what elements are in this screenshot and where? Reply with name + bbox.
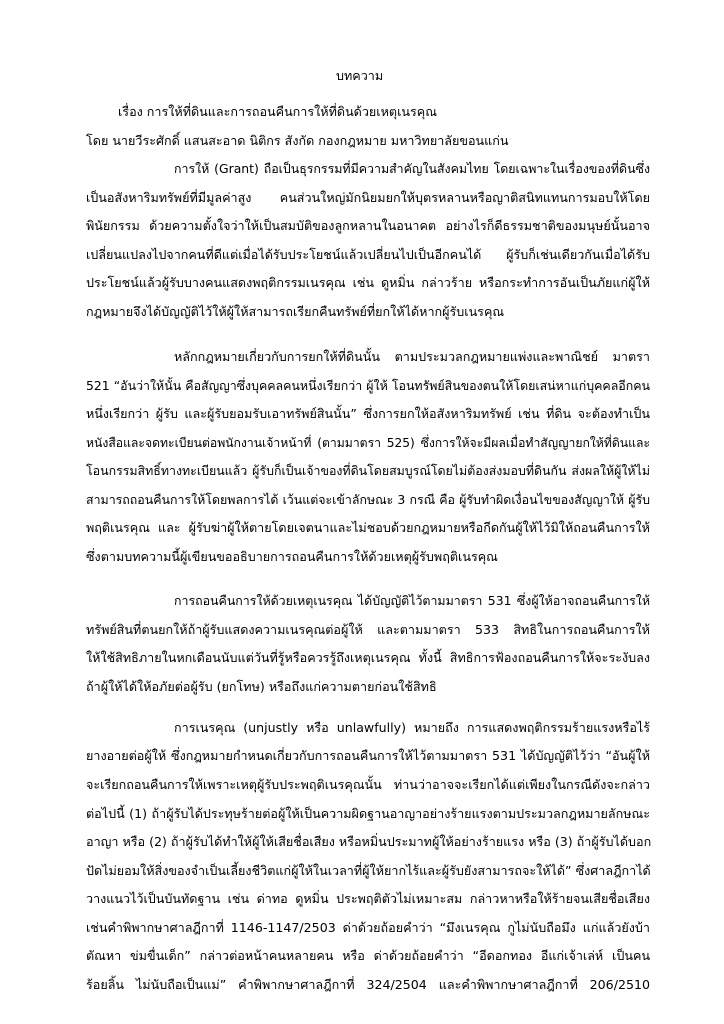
paragraph-line: ตัณหา ข่มขื่นเด็ก” กล่าวต่อหน้าคนหลายคน หรือ ด่าด้วยถ้อยคำว่า “อีดอกทอง อีแก่เจ้าเล่ห์ เป็นคน — [86, 948, 650, 963]
paragraph-line: เป็นอสังหาริมทรัพย์ที่มีมูลค่าสูง คนส่วนใหญ่มักนิยมยกให้บุตรหลานหรือญาติสนิทแทนการมอบให้โดย — [86, 190, 650, 205]
paragraph-line: กฎหมายจึงได้บัญญัติไว้ให้ผู้ให้สามารถเรียกคืนทรัพย์ที่ยกให้ได้หากผู้รับเนรคุณ — [86, 304, 505, 319]
paragraph-line: วางแนวไว้เป็นบันทัดฐาน เช่น ด่าทอ ดูหมิ่น ประพฤติตัวไม่เหมาะสม กล่าวหาหรือให้ร้ายจนเสียชื่อเสียง — [86, 891, 650, 906]
paragraph-line: สามารถถอนคืนการให้โดยพลการได้ เว้นแต่จะเข้าลักษณะ 3 กรณี คือ ผู้รับทำผิดเงื่อนไขของสัญญาให้ ผู้รับ — [86, 492, 650, 507]
paragraph-line: 521 “อันว่าให้นั้น คือสัญญาซึ่งบุคคลคนหนึ่งเรียกว่า ผู้ให้ โอนทรัพย์สินของตนให้โดยเสน่หาแก่บุคคลอีกคน — [86, 378, 650, 393]
paragraph-line: เปลี่ยนแปลงไปจากคนที่ดีแต่เมื่อได้รับประโยชน์แล้วเปลี่ยนไปเป็นอีกคนได้ ผู้รับก็เช่นเดียวกันเมื่อได้รับ — [86, 247, 650, 262]
paragraph-line: ให้ใช้สิทธิภายในหกเดือนนับแต่วันที่รู้หรือควรรู้ถึงเหตุเนรคุณ ทั้งนี้ สิทธิการฟ้องถอนคืนการให้จะระงับลง — [86, 650, 650, 665]
paragraph-line: จะเรียกถอนคืนการให้เพราะเหตุผู้รับประพฤติเนรคุณนั้น ท่านว่าอาจจะเรียกได้แต่เพียงในกรณีดังจะกล่าว — [86, 777, 650, 792]
paragraph-line: หลักกฎหมายเกี่ยวกับการยกให้ที่ดินนั้น ตามประมวลกฎหมายแพ่งและพาณิชย์ มาตรา — [174, 349, 650, 364]
paragraph-line: ถ้าผู้ให้ได้ให้อภัยต่อผู้รับ (ยกโทษ) หรือถึงแก่ความตายก่อนใช้สิทธิ — [86, 679, 437, 694]
paragraph-line: ปัดไม่ยอมให้สิ่งของจำเป็นเลี้ยงชีวิตแก่ผู้ให้ในเวลาที่ผู้ให้ยากไร้และผู้รับยังสามารถจะให้ได้” ซึ่งศาลฎีกาได้ — [86, 863, 651, 878]
author-byline: โดย นายวีระศักดิ์ แสนสะอาด นิติกร สังกัด กองกฎหมาย มหาวิทยาลัยขอนแก่น — [86, 133, 509, 148]
paragraph-line: การถอนคืนการให้ด้วยเหตุเนรคุณ ได้บัญญัติไว้ตามมาตรา 531 ซึ่งผู้ให้อาจถอนคืนการให้ — [174, 593, 650, 608]
paragraph-line: หนึ่งเรียกว่า ผู้รับ และผู้รับยอมรับเอาทรัพย์สินนั้น” ซึ่งการยกให้อสังหาริมทรัพย์ เช่น ที่ดิน จะต้องทำเป็น — [86, 406, 650, 421]
paragraph-line: ต่อไปนี้ (1) ถ้าผู้รับได้ประทุษร้ายต่อผู้ให้เป็นความผิดฐานอาญาอย่างร้ายแรงตามประมวลกฎหมายลักษณะ — [86, 806, 650, 821]
article-subject: เรื่อง การให้ที่ดินและการถอนคืนการให้ที่ดินด้วยเหตุเนรคุณ — [118, 104, 437, 119]
paragraph-line: การให้ (Grant) ถือเป็นธุรกรรมที่มีความสำคัญในสังคมไทย โดยเฉพาะในเรื่องของที่ดินซึ่ง — [174, 161, 650, 176]
paragraph-line: เช่นคำพิพากษาศาลฎีกาที่ 1146-1147/2503 ด่าด้วยถ้อยคำว่า “มึงเนรคุณ กูไม่นับถือมึง แก่แล้วยังบ้า — [86, 920, 650, 935]
paragraph-line: ซึ่งตามบทความนี้ผู้เขียนขออธิบายการถอนคืนการให้ด้วยเหตุผู้รับพฤติเนรคุณ — [86, 549, 498, 564]
paragraph-line: การเนรคุณ (unjustly หรือ unlawfully) หมายถึง การแสดงพฤติกรรมร้ายแรงหรือไร้ — [174, 720, 650, 735]
paragraph-line: ยางอายต่อผู้ให้ ซึ่งกฎหมายกำหนดเกี่ยวกับการถอนคืนการให้ไว้ตามมาตรา 531 ได้บัญญัติไว้ว่า “อันผู้ให้ — [86, 748, 650, 763]
paragraph-line: ทรัพย์สินที่ตนยกให้ถ้าผู้รับแสดงความเนรคุณต่อผู้ให้ และตามมาตรา 533 สิทธิในการถอนคืนการให้ — [86, 622, 650, 637]
paragraph-line: ประโยชน์แล้วผู้รับบางคนแสดงพฤติกรรมเนรคุณ เช่น ดูหมิ่น กล่าวร้าย หรือกระทำการอันเป็นภัยแก่ผู้ให้ — [86, 275, 650, 290]
paragraph-line: โอนกรรมสิทธิ์ทางทะเบียนแล้ว ผู้รับก็เป็นเจ้าของที่ดินโดยสมบูรณ์โดยไม่ต้องส่งมอบที่ดินกัน ส่งผลให้ผู้ให้ไม่ — [86, 463, 650, 478]
paragraph-line: ร้อยลิ้น ไม่นับถือเป็นแม่” คำพิพากษาศาลฎีกาที่ 324/2504 และคำพิพากษาศาลฎีกาที่ 206/2510 — [86, 977, 650, 992]
paragraph-line: หนังสือและจดทะเบียนต่อพนักงานเจ้าหน้าที่ (ตามมาตรา 525) ซึ่งการให้จะมีผลเมื่อทำสัญญายกให้ที่ดินและ — [86, 436, 650, 450]
paragraph-line: พินัยกรรม ด้วยความตั้งใจว่าให้เป็นสมบัติของลูกหลานในอนาคต อย่างไรก็ดีธรรมชาติของมนุษย์นั้นอาจ — [86, 218, 650, 233]
article-heading: บทความ — [336, 68, 384, 83]
paragraph-line: อาญา หรือ (2) ถ้าผู้รับได้ทำให้ผู้ให้เสียชื่อเสียง หรือหมิ่นประมาทผู้ให้อย่างร้ายแรง หรือ (3) ถ้าผู้รับได้บอก — [86, 834, 652, 849]
paragraph-line: พฤติเนรคุณ และ ผู้รับฆ่าผู้ให้ตายโดยเจตนาและไม่ชอบด้วยกฎหมายหรือกีดกันผู้ให้ไว้มิให้ถอนคืนการให้ — [86, 520, 650, 535]
